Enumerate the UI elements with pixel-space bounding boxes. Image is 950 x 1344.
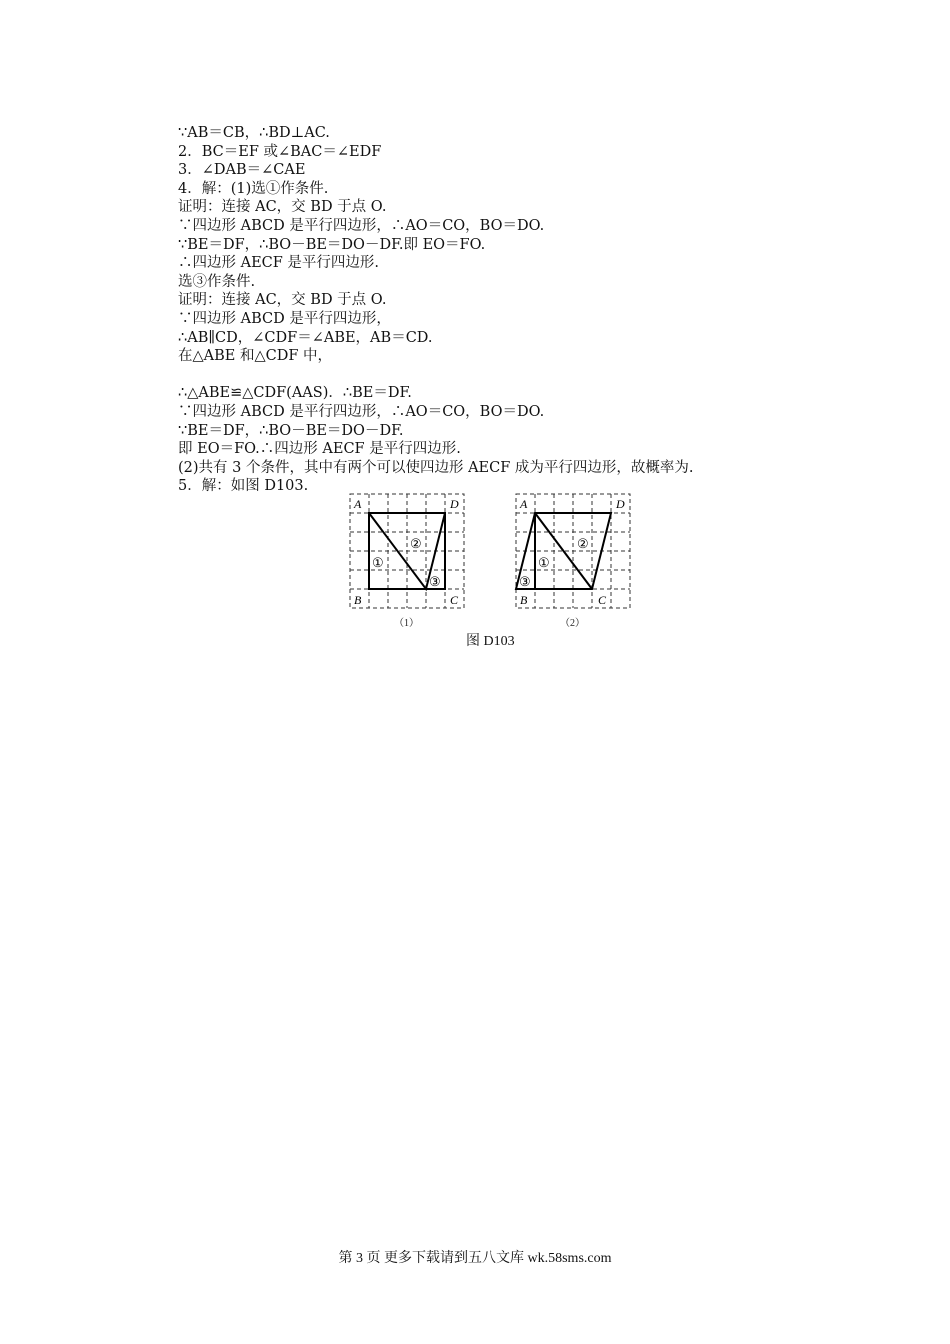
text-line: ∴AB∥CD，∠CDF＝∠ABE，AB＝CD. — [178, 329, 433, 346]
figure-caption: 图 D103 — [466, 634, 515, 649]
text-line: 证明：连接 AC，交 BD 于点 O. — [178, 292, 387, 309]
text-line: ∵四边形 ABCD 是平行四边形，∴AO＝CO，BO＝DO. — [178, 403, 545, 420]
page-footer: 第 3 页 更多下载请到五八文库 wk.58sms.com — [338, 1251, 612, 1266]
region-1-label: ① — [372, 555, 384, 570]
text-line: 在△ABE 和△CDF 中， — [178, 348, 333, 365]
solution-text — [178, 124, 818, 496]
text-line: 证明：连接 AC，交 BD 于点 O. — [178, 199, 387, 216]
text-line: ∴△ABE≌△CDF(AAS)．∴BE＝DF. — [178, 385, 412, 402]
label-a: A — [520, 497, 528, 511]
region-3-label: ③ — [519, 574, 531, 589]
geometry-figure — [348, 492, 638, 632]
text-line: ∵四边形 ABCD 是平行四边形，∴AO＝CO，BO＝DO. — [178, 217, 545, 234]
text-line: 选③作条件. — [178, 273, 256, 290]
region-2-label: ② — [577, 536, 589, 551]
text-line: ∵四边形 ABCD 是平行四边形， — [178, 310, 391, 327]
text-line: 5．解：如图 D103. — [178, 478, 309, 495]
grid-panel-1 — [350, 494, 464, 608]
subfigure-1-label: （1） — [394, 618, 419, 629]
blank-line — [178, 366, 818, 385]
text-line: (2)共有 3 个条件，其中有两个可以使四边形 AECF 成为平行四边形，故概率为. — [178, 459, 694, 476]
text-line: ∵BE＝DF，∴BO－BE＝DO－DF.即 EO＝FO. — [178, 236, 486, 253]
label-b: B — [354, 593, 362, 607]
region-1-label: ① — [538, 555, 550, 570]
figure-d103 — [348, 492, 638, 652]
text-line: 即 EO＝FO.∴四边形 AECF 是平行四边形. — [178, 441, 461, 458]
label-b: B — [520, 593, 528, 607]
label-c: C — [598, 593, 607, 607]
region-2-label: ② — [410, 536, 422, 551]
subfigure-2-label: （2） — [560, 618, 585, 629]
label-c: C — [450, 593, 459, 607]
region-3-label: ③ — [429, 574, 441, 589]
text-line: 2．BC＝EF 或∠BAC＝∠EDF — [178, 143, 382, 160]
text-line: ∴四边形 AECF 是平行四边形. — [178, 255, 380, 272]
text-line: ∵AB＝CB，∴BD⊥AC. — [178, 125, 330, 141]
label-d: D — [450, 497, 459, 511]
text-line: ∵BE＝DF，∴BO－BE＝DO－DF. — [178, 422, 404, 439]
grid-panel-2 — [516, 494, 630, 608]
label-d: D — [616, 497, 625, 511]
label-a: A — [354, 497, 362, 511]
text-line: 4．解：(1)选①作条件. — [178, 180, 329, 197]
text-line: 3．∠DAB＝∠CAE — [178, 162, 306, 179]
